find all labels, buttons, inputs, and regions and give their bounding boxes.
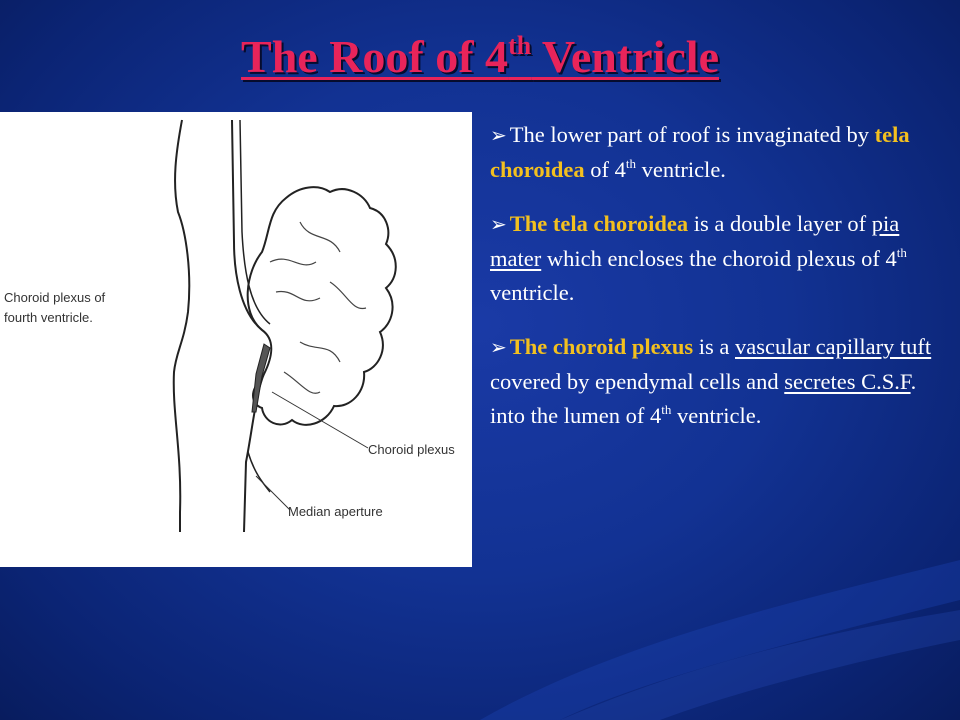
bullet-3: ➢ The choroid plexus is a vascular capillary tuft covered by ependymal cells and secretes C.S.F. into the lumen of 4th ventricle. xyxy=(490,334,932,428)
fourth-ventricle-diagram xyxy=(0,112,472,567)
label-choroid-plexus: Choroid plexus xyxy=(368,442,455,457)
slide-title xyxy=(0,30,960,83)
arrow-bullet-icon: ➢ xyxy=(490,125,507,147)
title-superscript: th xyxy=(508,31,532,60)
label-choroid-plexus-fourth-1: Choroid plexus of xyxy=(4,290,106,305)
arrow-bullet-icon: ➢ xyxy=(490,337,507,359)
arrow-bullet-icon: ➢ xyxy=(490,214,507,236)
highlight-tela-choroidea: tela choroidea xyxy=(490,122,910,182)
title-main: The Roof of 4 xyxy=(241,31,509,82)
bullet-1: ➢ The lower part of roof is invaginated by tela choroidea of 4th ventricle. xyxy=(490,122,910,182)
underlined-secretes-csf: secretes C.S.F xyxy=(784,369,911,394)
highlight-tela-choroidea: The tela choroidea xyxy=(509,211,689,236)
anatomy-figure xyxy=(0,112,472,567)
label-choroid-plexus-fourth-2: fourth ventricle. xyxy=(4,310,93,325)
bullet-list xyxy=(490,118,940,453)
title-end: Ventricle xyxy=(531,31,719,82)
highlight-choroid-plexus: The choroid plexus xyxy=(509,334,694,359)
underlined-vascular-tuft: vascular capillary tuft xyxy=(735,334,932,359)
bullet-2: ➢ The tela choroidea is a double layer of pia mater which encloses the choroid plexus of 4th ventricle. xyxy=(490,211,907,305)
underlined-pia-mater: pia mater xyxy=(490,211,900,271)
label-median-aperture: Median aperture xyxy=(288,504,383,519)
